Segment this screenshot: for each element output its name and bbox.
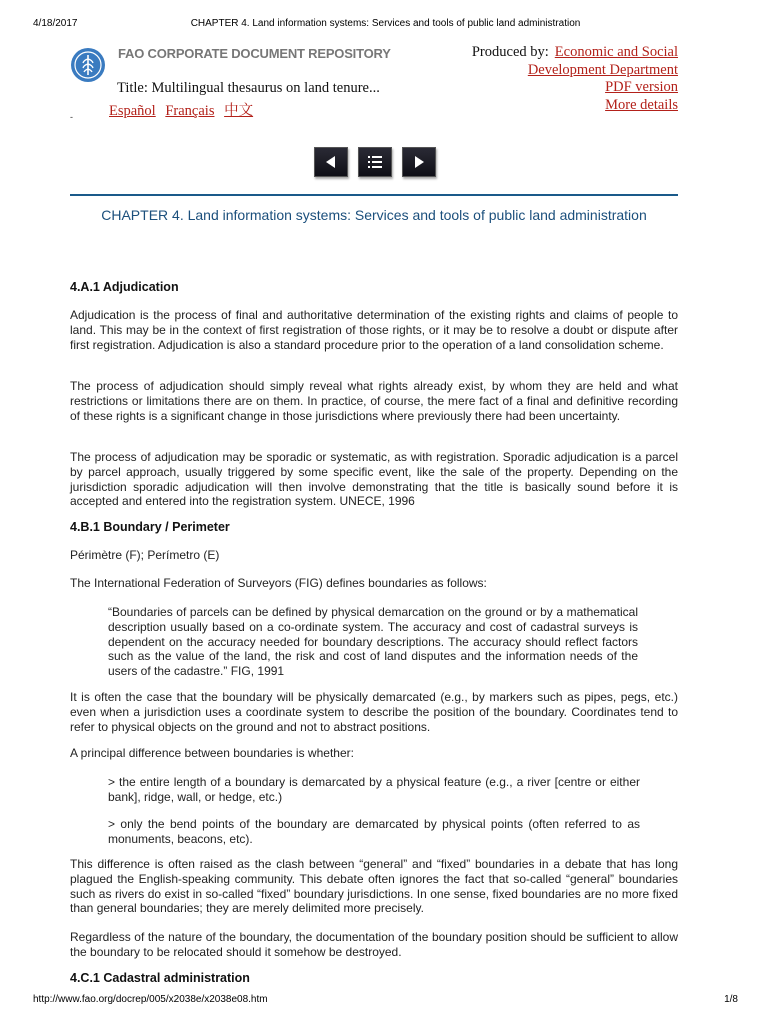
paragraph: [70, 379, 678, 423]
next-button[interactable]: [402, 147, 436, 177]
arrow-left-icon: [323, 154, 339, 170]
print-url: http://www.fao.org/docrep/005/x2038e/x2038e08.htm: [33, 994, 268, 1005]
separator-dash: -: [70, 112, 73, 122]
pdf-version-link[interactable]: PDF version: [605, 79, 678, 95]
print-title: CHAPTER 4. Land information systems: Services and tools of public land administration: [190, 18, 581, 29]
section-heading-cadastral: 4.C.1 Cadastral administration: [70, 971, 250, 985]
section-heading-boundary: 4.B.1 Boundary / Perimeter: [70, 520, 230, 534]
paragraph-text: This difference is often raised as the clash between “general” and “fixed” boundaries in a debate that has long plagued the English-speaking community. This debate often ignores the fact that so-called “general” boundaries such as rivers do exist in so-called “fixed” boundary jurisdictions. In one sense, fixed boundaries are no more fixed than general boundaries; they are merely delimited more precisely.: [70, 857, 678, 916]
fao-logo-icon: [70, 46, 106, 84]
quote-text: “Boundaries of parcels can be defined by physical demarcation on the ground or by a mathematical description usually based on a co-ordinate system. The accuracy and cost of cadastral surveys is dependent on the accuracy needed for boundary descriptions. The accuracy should reflect factors such as the value of the land, the risk and cost of land disputes and the information needs of the users of the cadastre.” FIG, 1991: [108, 605, 638, 679]
produced-by-block: [472, 44, 678, 114]
paragraph-text: Regardless of the nature of the boundary, the documentation of the boundary position should be sufficient to allow the boundary to be relocated should it somehow be destroyed.: [70, 930, 678, 959]
department-link-line2[interactable]: Development Department: [527, 61, 678, 78]
chapter-title: CHAPTER 4. Land information systems: Services and tools of public land administration: [101, 207, 647, 223]
table-of-contents-button[interactable]: [358, 147, 392, 177]
list-item: [108, 775, 640, 805]
header-divider: [70, 194, 678, 196]
paragraph: [70, 930, 678, 960]
paragraph: The International Federation of Surveyors (FIG) defines boundaries as follows:: [70, 576, 487, 590]
list-icon: [366, 154, 384, 170]
more-details-link[interactable]: More details: [605, 96, 678, 113]
paragraph: [70, 857, 678, 916]
lang-link-french[interactable]: Français: [165, 103, 215, 119]
document-title: Title: Multilingual thesaurus on land tenure...: [117, 80, 380, 96]
section-heading-adjudication: 4.A.1 Adjudication: [70, 280, 179, 294]
arrow-right-icon: [411, 154, 427, 170]
previous-button[interactable]: [314, 147, 348, 177]
produced-by-label: Produced by:: [471, 44, 549, 60]
lang-link-chinese[interactable]: 中文: [224, 103, 254, 119]
paragraph: [70, 308, 678, 352]
lang-link-spanish[interactable]: Español: [109, 103, 156, 119]
paragraph: A principal difference between boundaries is whether:: [70, 746, 354, 760]
list-item: [108, 817, 640, 847]
language-links: [109, 99, 259, 120]
paragraph-text: The process of adjudication should simply reveal what rights already exist, by whom they are held and what restrictions or limitations there are on them. In practice, of course, the mere fact of a final and definitive recording of these rights is a significant change in those jurisdictions where previously there had been uncertainty.: [70, 379, 678, 423]
repository-title: FAO CORPORATE DOCUMENT REPOSITORY: [118, 46, 391, 61]
quote-block: [108, 605, 638, 679]
department-link-line1[interactable]: Economic and Social: [554, 44, 678, 60]
paragraph-text: It is often the case that the boundary will be physically demarcated (e.g., by markers such as pipes, pegs, etc.) even when a jurisdiction uses a coordinate system to describe the position of the boundary. Coordinates tend to refer to physical objects on the ground and not to abstract positions.: [70, 690, 678, 734]
paragraph-text: The process of adjudication may be sporadic or systematic, as with registration. Sporadic adjudication is a parcel by parcel approach, usually triggered by some specific event, like the sale of the property. Depending on the jurisdiction sporadic adjudication will then involve demonstrating that the title is basically sound before it is accepted and entered into the registration system. UNECE, 1996: [70, 450, 678, 509]
translations-line: Périmètre (F); Perímetro (E): [70, 548, 220, 562]
print-date: 4/18/2017: [33, 18, 78, 29]
chapter-navigation: [0, 147, 768, 177]
print-page-number: 1/8: [724, 994, 738, 1005]
paragraph: [70, 450, 678, 509]
list-item-text: > only the bend points of the boundary are demarcated by physical points (often referred to as monuments, beacons, etc).: [108, 817, 640, 846]
paragraph-text: Adjudication is the process of final and authoritative determination of the existing rights and claims of people to land. This may be in the context of first registration of those rights, or it may be to resolve a doubt or dispute after first registration. Adjudication is also a standard procedure prior to the operation of a land consolidation scheme.: [70, 308, 678, 352]
paragraph: [70, 690, 678, 734]
print-footer: [33, 994, 738, 1008]
print-header: [33, 18, 738, 32]
list-item-text: > the entire length of a boundary is demarcated by a physical feature (e.g., a river [centre or either bank], ridge, wall, or hedge, etc.): [108, 775, 640, 804]
